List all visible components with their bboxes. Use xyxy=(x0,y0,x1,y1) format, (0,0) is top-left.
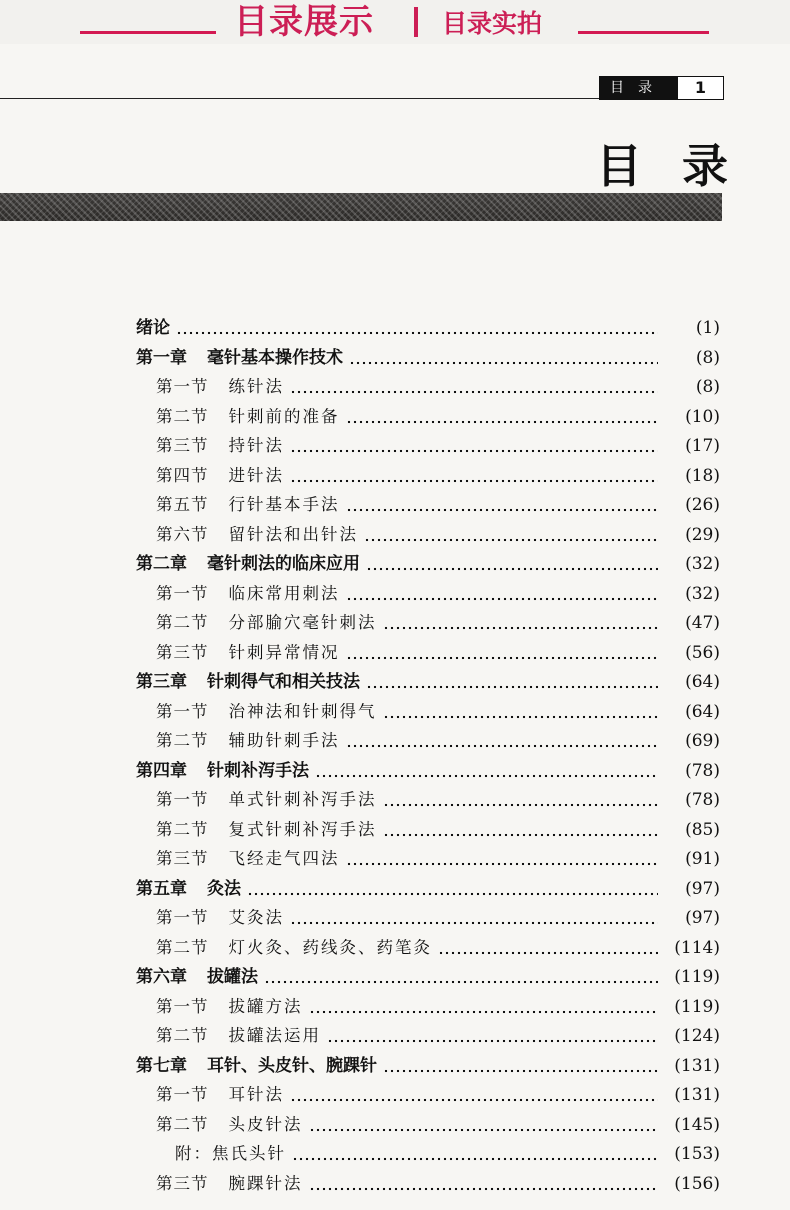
toc-section-row xyxy=(0,994,790,1020)
toc-entry-number: 第四节 xyxy=(156,466,209,485)
toc-page-number: (17) xyxy=(685,436,720,456)
toc-entry-title: 治神法和针刺得气 xyxy=(228,702,377,721)
toc-entry-number: 第一节 xyxy=(156,1085,209,1104)
toc-entry-number: 第五章 xyxy=(136,879,187,899)
toc-section-row xyxy=(0,1171,790,1197)
banner-title: 目录展示 xyxy=(234,2,374,42)
toc-entry-title: 行针基本手法 xyxy=(228,495,340,514)
toc-entry-title: 辅助针刺手法 xyxy=(228,731,340,750)
toc-entry-label xyxy=(136,964,258,990)
banner-separator xyxy=(414,7,418,37)
toc-leader-dots xyxy=(346,492,659,518)
toc-leader-dots xyxy=(346,846,659,872)
toc-leader-dots xyxy=(346,404,659,430)
toc-entry-title: 附：焦氏头针 xyxy=(175,1144,286,1163)
toc-page-number: (153) xyxy=(674,1144,720,1164)
toc-section-row xyxy=(0,581,790,607)
toc-entry-number: 第二节 xyxy=(156,731,209,750)
toc-section-row xyxy=(0,728,790,754)
toc-page-number: (10) xyxy=(685,407,720,427)
toc-chapter-row xyxy=(0,1053,790,1079)
toc-section-row xyxy=(0,640,790,666)
toc-leader-dots xyxy=(383,699,659,725)
toc-leader-dots xyxy=(346,640,659,666)
toc-leader-dots xyxy=(346,728,659,754)
toc-entry-label xyxy=(156,935,432,961)
toc-section-row xyxy=(0,787,790,813)
toc-entry-number: 第三节 xyxy=(156,436,209,455)
toc-entry-label xyxy=(136,551,360,577)
toc-entry-title: 分部腧穴毫针刺法 xyxy=(228,613,377,632)
toc-entry-number: 第一节 xyxy=(156,790,209,809)
toc-page-number: (18) xyxy=(685,466,720,486)
toc-leader-dots xyxy=(383,817,659,843)
toc-section-row xyxy=(0,1023,790,1049)
toc-page-number: (26) xyxy=(685,495,720,515)
toc-entry-label xyxy=(156,463,284,489)
page-number: 1 xyxy=(677,76,724,100)
toc-entry-label xyxy=(156,610,377,636)
toc-entry-label xyxy=(156,433,284,459)
promo-banner xyxy=(0,0,790,44)
toc-entry-label xyxy=(156,404,340,430)
toc-leader-dots xyxy=(438,935,658,961)
toc-leader-dots xyxy=(290,1082,658,1108)
toc-entry-title: 针刺前的准备 xyxy=(228,407,340,426)
toc-entry-title: 毫针基本操作技术 xyxy=(207,348,343,368)
toc-leader-dots xyxy=(309,1171,659,1197)
toc-section-row xyxy=(0,463,790,489)
toc-entry-number: 第二节 xyxy=(156,1026,209,1045)
toc-entry-number: 第一节 xyxy=(156,377,209,396)
toc-entry-title: 绪论 xyxy=(136,318,170,338)
toc-entry-number: 第一节 xyxy=(156,702,209,721)
toc-section-row xyxy=(0,522,790,548)
toc-entry-title: 针刺得气和相关技法 xyxy=(207,672,360,692)
toc-entry-title: 持针法 xyxy=(228,436,284,455)
toc-entry-number: 第三节 xyxy=(156,849,209,868)
toc-leader-dots xyxy=(327,1023,658,1049)
toc-chapter-row xyxy=(0,669,790,695)
toc-entry-number: 第三章 xyxy=(136,672,187,692)
toc-page-number: (131) xyxy=(674,1056,720,1076)
toc-leader-dots xyxy=(290,463,658,489)
toc-entry-title: 艾灸法 xyxy=(228,908,284,927)
toc-leader-dots xyxy=(383,610,659,636)
toc-entry-label xyxy=(156,640,340,666)
toc-entry-title: 拔罐方法 xyxy=(228,997,303,1016)
toc-entry-title: 针刺异常情况 xyxy=(228,643,340,662)
toc-leader-dots xyxy=(364,522,658,548)
toc-entry-label xyxy=(156,492,340,518)
toc-leader-dots xyxy=(366,551,658,577)
toc-page-number: (114) xyxy=(674,938,720,958)
toc-entry-number: 第二节 xyxy=(156,407,209,426)
toc-page-number: (145) xyxy=(674,1115,720,1135)
toc-entry-number: 第二章 xyxy=(136,554,187,574)
running-head: 目录 xyxy=(599,76,677,100)
toc-page-number: (8) xyxy=(695,377,720,397)
toc-section-row xyxy=(0,1112,790,1138)
toc-entry-label xyxy=(136,1053,377,1079)
toc-page-number: (156) xyxy=(674,1174,720,1194)
toc-entry-label xyxy=(156,728,340,754)
toc-leader-dots xyxy=(346,581,659,607)
toc-leader-dots xyxy=(349,345,658,371)
toc-entry-title: 拔罐法 xyxy=(207,967,258,987)
toc-page-number: (69) xyxy=(685,731,720,751)
toc-entry-label xyxy=(156,994,303,1020)
toc-section-row xyxy=(0,433,790,459)
toc-entry-title: 头皮针法 xyxy=(228,1115,303,1134)
toc-section-row xyxy=(0,905,790,931)
toc-entry-title: 复式针刺补泻手法 xyxy=(228,820,377,839)
toc-chapter-row xyxy=(0,551,790,577)
toc-entry-number: 第三节 xyxy=(156,643,209,662)
toc-entry-number: 第二节 xyxy=(156,938,209,957)
toc-entry-title: 针刺补泻手法 xyxy=(207,761,309,781)
toc-entry-number: 第一节 xyxy=(156,584,209,603)
toc-entry-label xyxy=(175,1141,286,1167)
toc-entry-label xyxy=(136,876,241,902)
banner-rule-right xyxy=(578,31,709,34)
toc-page-number: (124) xyxy=(674,1026,720,1046)
toc-chapter-row xyxy=(0,315,790,341)
toc-page-number: (119) xyxy=(674,997,720,1017)
toc-entry-number: 第四章 xyxy=(136,761,187,781)
toc-entry-label xyxy=(156,1023,321,1049)
toc-leader-dots xyxy=(366,669,658,695)
toc-chapter-row xyxy=(0,345,790,371)
toc-section-row xyxy=(0,846,790,872)
toc-entry-title: 临床常用刺法 xyxy=(228,584,340,603)
toc-entry-number: 第六章 xyxy=(136,967,187,987)
toc-entry-title: 单式针刺补泻手法 xyxy=(228,790,377,809)
toc-page-number: (47) xyxy=(685,613,720,633)
toc-page-number: (32) xyxy=(685,554,720,574)
toc-leader-dots xyxy=(383,787,659,813)
toc-page-number: (131) xyxy=(674,1085,720,1105)
toc-section-row xyxy=(0,817,790,843)
toc-entry-label xyxy=(156,1171,303,1197)
toc-section-row xyxy=(0,1082,790,1108)
toc-entry-number: 第五节 xyxy=(156,495,209,514)
decorative-texture-bar xyxy=(0,193,722,221)
toc-section-row xyxy=(0,610,790,636)
toc-entry-number: 第二节 xyxy=(156,613,209,632)
toc-entry-title: 腕踝针法 xyxy=(228,1174,303,1193)
banner-rule-left xyxy=(80,31,216,34)
toc-entry-number: 第七章 xyxy=(136,1056,187,1076)
toc-section-row xyxy=(0,492,790,518)
toc-entry-label xyxy=(156,522,358,548)
toc-entry-label xyxy=(156,374,284,400)
toc-entry-label xyxy=(136,669,360,695)
toc-entry-number: 第一节 xyxy=(156,908,209,927)
toc-page-number: (119) xyxy=(674,967,720,987)
toc-chapter-row xyxy=(0,964,790,990)
toc-page-number: (85) xyxy=(685,820,720,840)
toc-entry-label xyxy=(156,905,284,931)
toc-page-number: (91) xyxy=(685,849,720,869)
toc-leader-dots xyxy=(292,1141,658,1167)
toc-entry-number: 第六节 xyxy=(156,525,209,544)
toc-entry-label xyxy=(156,1112,303,1138)
toc-entry-label xyxy=(156,846,340,872)
toc-page-number: (56) xyxy=(685,643,720,663)
toc-entry-label xyxy=(136,758,309,784)
toc-page-number: (97) xyxy=(685,908,720,928)
toc-leader-dots xyxy=(309,994,659,1020)
toc-section-row xyxy=(0,374,790,400)
page-title: 目录 xyxy=(596,139,768,193)
toc-entry-label xyxy=(136,345,343,371)
toc-section-row xyxy=(0,404,790,430)
toc-entry-number: 第一章 xyxy=(136,348,187,368)
toc-leader-dots xyxy=(264,964,658,990)
toc-entry-number: 第二节 xyxy=(156,820,209,839)
toc-entry-number: 第一节 xyxy=(156,997,209,1016)
toc-entry-title: 毫针刺法的临床应用 xyxy=(207,554,360,574)
toc-leader-dots xyxy=(290,905,658,931)
toc-leader-dots xyxy=(309,1112,659,1138)
toc-entry-title: 进针法 xyxy=(228,466,284,485)
toc-leader-dots xyxy=(315,758,658,784)
toc-page-number: (29) xyxy=(685,525,720,545)
toc-entry-label xyxy=(156,699,377,725)
toc-page-number: (78) xyxy=(685,761,720,781)
toc-entry-title: 耳针法 xyxy=(228,1085,284,1104)
toc-leader-dots xyxy=(176,315,658,341)
toc-page-number: (64) xyxy=(685,702,720,722)
toc-leader-dots xyxy=(247,876,658,902)
toc-entry-title: 拔罐法运用 xyxy=(228,1026,321,1045)
toc-entry-title: 飞经走气四法 xyxy=(228,849,340,868)
toc-section-row xyxy=(0,699,790,725)
toc-chapter-row xyxy=(0,876,790,902)
toc-entry-title: 灸法 xyxy=(207,879,241,899)
toc-entry-title: 练针法 xyxy=(228,377,284,396)
toc-entry-label xyxy=(156,817,377,843)
toc-page-number: (78) xyxy=(685,790,720,810)
toc-page-number: (64) xyxy=(685,672,720,692)
banner-subtitle: 目录实拍 xyxy=(442,9,543,38)
toc-appendix-row xyxy=(0,1141,790,1167)
toc-entry-title: 灯火灸、药线灸、药笔灸 xyxy=(228,938,432,957)
toc-page-number: (8) xyxy=(695,348,720,368)
toc-page-number: (97) xyxy=(685,879,720,899)
toc-section-row xyxy=(0,935,790,961)
toc-chapter-row xyxy=(0,758,790,784)
toc-entry-label xyxy=(136,315,170,341)
toc-entry-title: 留针法和出针法 xyxy=(228,525,358,544)
toc-page-number: (32) xyxy=(685,584,720,604)
toc-entry-label xyxy=(156,581,340,607)
toc-leader-dots xyxy=(383,1053,658,1079)
toc-entry-label xyxy=(156,1082,284,1108)
toc-leader-dots xyxy=(290,433,658,459)
toc-entry-number: 第三节 xyxy=(156,1174,209,1193)
toc-leader-dots xyxy=(290,374,658,400)
toc-entry-number: 第二节 xyxy=(156,1115,209,1134)
toc-entry-label xyxy=(156,787,377,813)
toc-entry-title: 耳针、头皮针、腕踝针 xyxy=(207,1056,377,1076)
toc-page-number: (1) xyxy=(695,318,720,338)
